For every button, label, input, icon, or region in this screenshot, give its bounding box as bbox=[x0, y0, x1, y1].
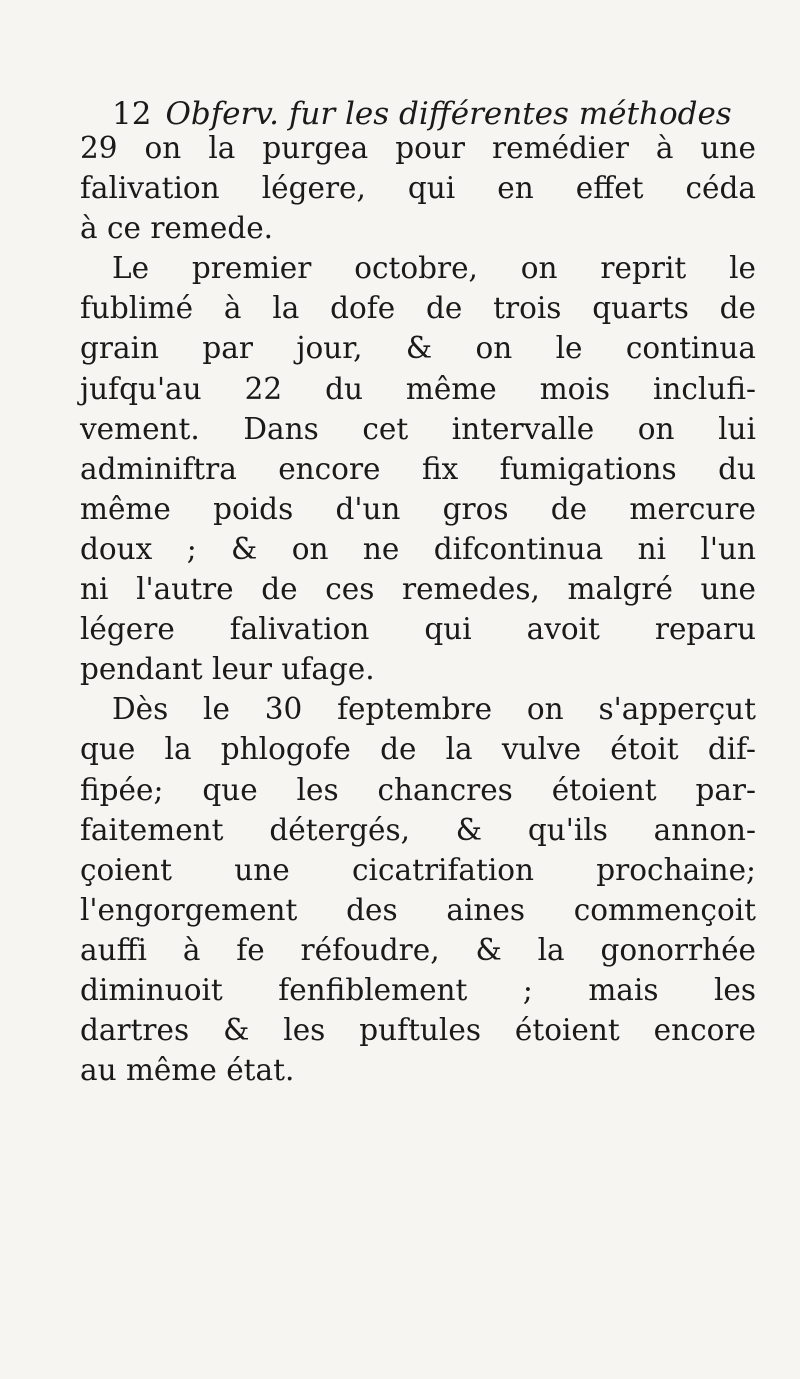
text-line: légere falivation qui avoit reparu bbox=[80, 612, 756, 647]
text-line: pendant leur ufage. bbox=[80, 652, 375, 687]
text-line: vement. Dans cet intervalle on lui bbox=[80, 411, 756, 446]
text-line: jufqu'au 22 du même mois inclufi- bbox=[80, 371, 756, 406]
text-line: adminiftra encore fix fumigations du bbox=[80, 451, 756, 486]
text-line: diminuoit fenfiblement ; mais les bbox=[80, 972, 756, 1007]
text-line: l'engorgement des aines commençoit bbox=[80, 892, 756, 927]
text-line: faitement détergés, & qu'ils annon- bbox=[80, 812, 756, 847]
text-line: falivation légere, qui en effet céda bbox=[80, 171, 756, 206]
text-line: dartres & les puftules étoient encore bbox=[80, 1013, 756, 1048]
text-line: çoient une cicatrifation prochaine; bbox=[80, 852, 756, 887]
page-number: 12 bbox=[112, 96, 152, 132]
text-line: ni l'autre de ces remedes, malgré une bbox=[80, 572, 756, 607]
text-line: Le premier octobre, on reprit le bbox=[112, 251, 756, 286]
text-line: à ce remede. bbox=[80, 211, 274, 246]
text-line: auffi à fe réfoudre, & la gonorrhée bbox=[80, 932, 756, 967]
text-line: que la phlogofe de la vulve étoit dif- bbox=[80, 732, 756, 767]
running-title: Obferv. fur les différentes méthodes bbox=[165, 96, 732, 132]
text-line: grain par jour, & on le continua bbox=[80, 331, 756, 366]
text-line: doux ; & on ne difcontinua ni l'un bbox=[80, 531, 756, 566]
text-line: au même état. bbox=[80, 1053, 295, 1088]
body-text bbox=[80, 128, 756, 1090]
text-line: Dès le 30 feptembre on s'apperçut bbox=[112, 692, 756, 727]
text-line: 29 on la purgea pour remédier à une bbox=[80, 131, 756, 165]
text-line: même poids d'un gros de mercure bbox=[80, 491, 756, 526]
text-line: fipée; que les chancres étoient par- bbox=[80, 772, 756, 807]
text-line: fublimé à la dofe de trois quarts de bbox=[80, 291, 756, 326]
